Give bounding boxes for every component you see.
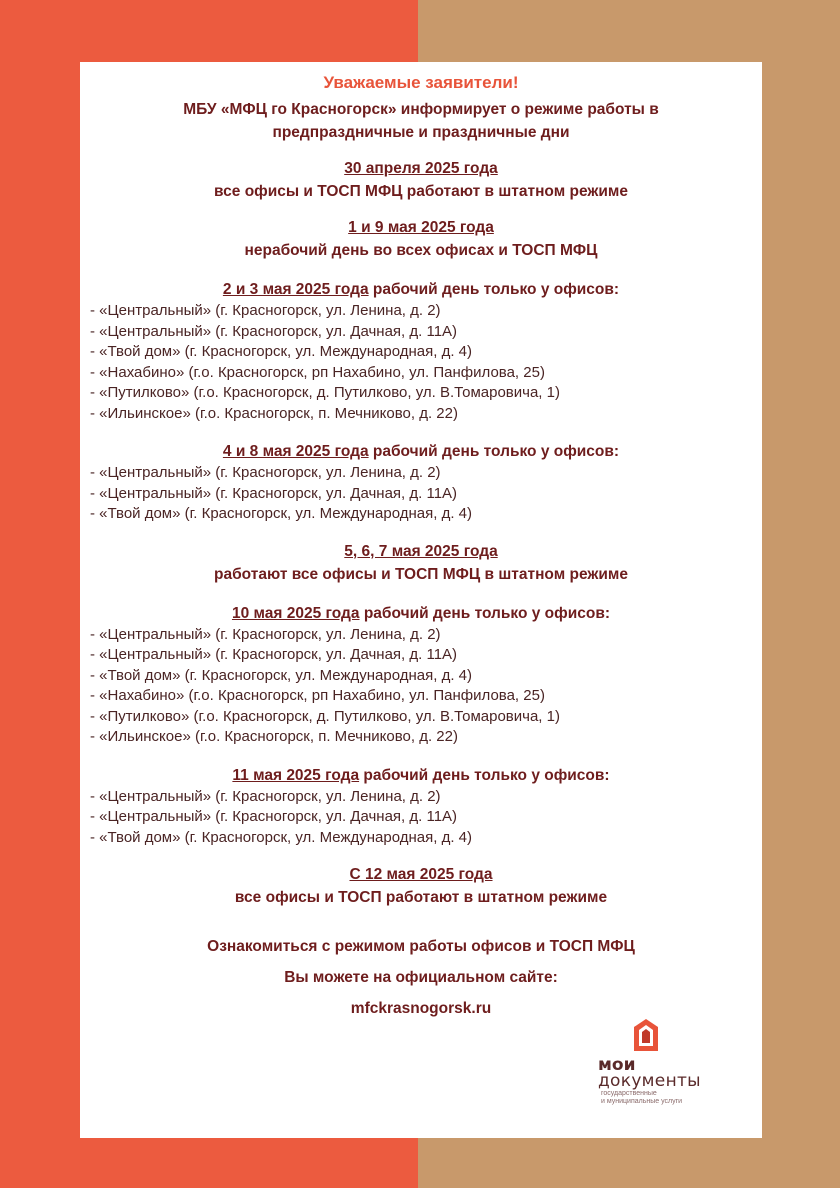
contact-line: Вы можете на официальном сайте:	[284, 969, 558, 986]
date-may4-8: 4 и 8 мая 2025 года	[222, 443, 369, 460]
notice-card	[80, 62, 762, 1138]
office-item: - «Нахабино» (г.о. Красногорск, рп Нахабино, ул. Панфилова, 25)	[90, 686, 752, 707]
status-may1-9: нерабочий день во всех офисах и ТОСП МФЦ	[244, 242, 598, 259]
contact-info	[90, 931, 752, 1024]
office-item: - «Путилково» (г.о. Красногорск, д. Путилково, ул. В.Томаровича, 1)	[90, 707, 752, 728]
office-item: - «Твой дом» (г. Красногорск, ул. Международная, д. 4)	[90, 504, 752, 525]
moi-dokumenty-logo-icon	[630, 1017, 662, 1053]
date-may2-3: 2 и 3 мая 2025 года	[222, 281, 369, 298]
office-item: - «Центральный» (г. Красногорск, ул. Дачная, д. 11А)	[90, 645, 752, 666]
intro-line: МБУ «МФЦ го Красногорск» информирует о режиме работы в	[183, 101, 659, 118]
office-list-may11	[90, 787, 752, 849]
date-may12: С 12 мая 2025 года	[349, 866, 493, 883]
office-list-may2-3	[90, 301, 752, 424]
status-apr30: все офисы и ТОСП МФЦ работают в штатном режиме	[214, 183, 628, 200]
heading-suffix: рабочий день только у офисов:	[359, 604, 611, 622]
office-item: - «Центральный» (г. Красногорск, ул. Ленина, д. 2)	[90, 787, 752, 808]
heading-suffix: рабочий день только у офисов:	[359, 766, 610, 784]
intro-line: предпраздничные и праздничные дни	[272, 124, 570, 141]
office-item: - «Центральный» (г. Красногорск, ул. Ленина, д. 2)	[90, 463, 752, 484]
date-apr30: 30 апреля 2025 года	[344, 160, 498, 177]
office-list-may10	[90, 625, 752, 748]
heading-may10	[90, 602, 752, 625]
office-list-may4-8	[90, 463, 752, 525]
office-item: - «Путилково» (г.о. Красногорск, д. Путилково, ул. В.Томаровича, 1)	[90, 383, 752, 404]
office-item: - «Ильинское» (г.о. Красногорск, п. Мечниково, д. 22)	[90, 404, 752, 425]
office-item: - «Центральный» (г. Красногорск, ул. Ленина, д. 2)	[90, 625, 752, 646]
logo-subtitle: и муниципальные услуги	[601, 1098, 683, 1105]
heading-may11	[90, 764, 752, 787]
office-item: - «Центральный» (г. Красногорск, ул. Дачная, д. 11А)	[90, 322, 752, 343]
office-item: - «Твой дом» (г. Красногорск, ул. Международная, д. 4)	[90, 342, 752, 363]
logo-line2: документы	[598, 1071, 701, 1091]
moi-dokumenty-logo	[598, 1017, 708, 1106]
date-may11: 11 мая 2025 года	[232, 766, 360, 784]
website-link[interactable]: mfckrasnogorsk.ru	[350, 1000, 492, 1017]
office-item: - «Твой дом» (г. Красногорск, ул. Международная, д. 4)	[90, 828, 752, 849]
office-item: - «Ильинское» (г.о. Красногорск, п. Мечниково, д. 22)	[90, 727, 752, 748]
status-may5-7: работают все офисы и ТОСП МФЦ в штатном режиме	[214, 565, 628, 583]
office-item: - «Центральный» (г. Красногорск, ул. Дачная, д. 11А)	[90, 484, 752, 505]
contact-line: Ознакомиться с режимом работы офисов и ТОСП МФЦ	[207, 938, 635, 955]
status-may12: все офисы и ТОСП работают в штатном режиме	[234, 889, 608, 906]
heading-suffix: рабочий день только у офисов:	[368, 443, 620, 460]
office-item: - «Твой дом» (г. Красногорск, ул. Международная, д. 4)	[90, 666, 752, 687]
logo-line1: мои	[598, 1055, 636, 1075]
date-may5-7: 5, 6, 7 мая 2025 года	[344, 542, 498, 560]
heading-may4-8	[90, 440, 752, 463]
office-item: - «Нахабино» (г.о. Красногорск, рп Нахабино, ул. Панфилова, 25)	[90, 363, 752, 384]
greeting-heading: Уважаемые заявители!	[323, 73, 519, 92]
date-may10: 10 мая 2025 года	[231, 604, 360, 622]
logo-subtitle: государственные	[601, 1090, 657, 1097]
intro-text	[90, 98, 752, 144]
date-may1-9: 1 и 9 мая 2025 года	[348, 219, 494, 236]
office-item: - «Центральный» (г. Красногорск, ул. Дачная, д. 11А)	[90, 807, 752, 828]
office-item: - «Центральный» (г. Красногорск, ул. Ленина, д. 2)	[90, 301, 752, 322]
heading-may2-3	[90, 278, 752, 301]
heading-suffix: рабочий день только у офисов:	[368, 281, 620, 298]
